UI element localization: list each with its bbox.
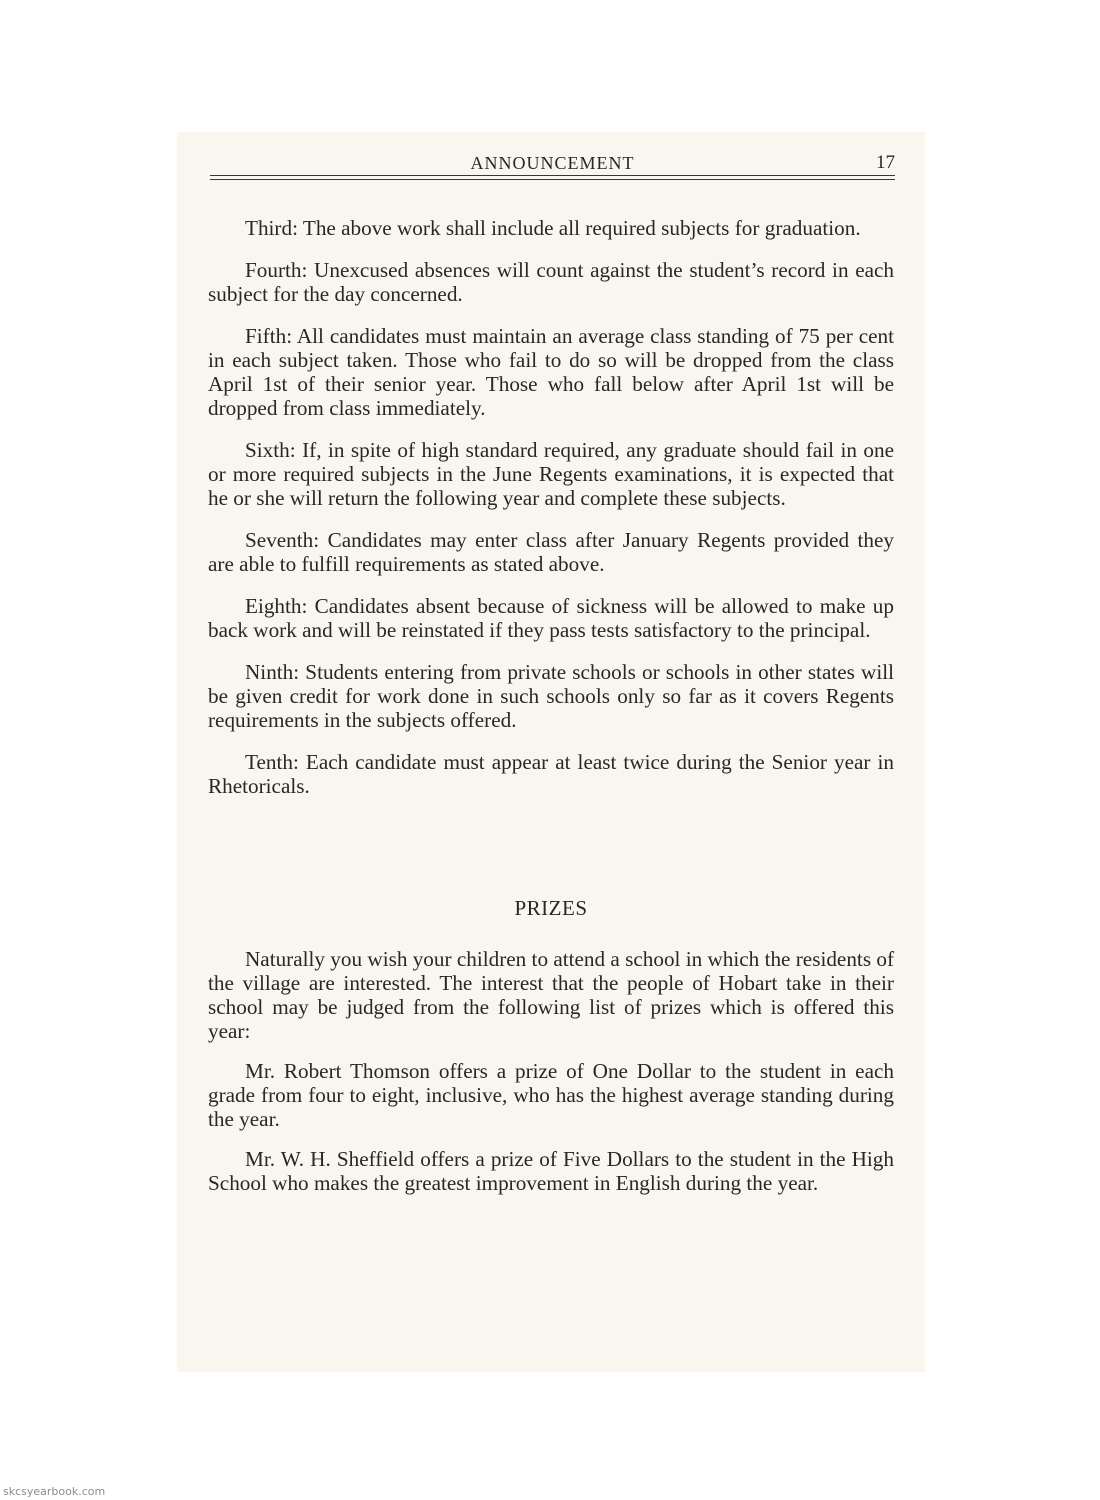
requirement-seventh: Seventh: Candidates may enter class after January Regents provided they are able to fulfill requirements as stated above. — [208, 528, 894, 576]
running-head: ANNOUNCEMENT — [470, 153, 635, 173]
watermark-text: skcsyearbook.com — [3, 1485, 106, 1498]
header-rule-top — [210, 175, 895, 176]
prize-thomson: Mr. Robert Thomson offers a prize of One Dollar to the student in each grade from four to eight, inclusive, who has the highest average standing during the year. — [208, 1059, 894, 1131]
page-header — [210, 152, 895, 180]
requirement-tenth: Tenth: Each candidate must appear at least twice during the Senior year in Rhetoricals. — [208, 750, 894, 798]
prizes-heading: PRIZES — [514, 896, 588, 920]
page-body — [208, 216, 894, 1195]
requirement-fourth: Fourth: Unexcused absences will count against the student’s record in each subject for the day concerned. — [208, 258, 894, 306]
prizes-intro: Naturally you wish your children to attend a school in which the residents of the village are interested. The interest that the people of Hobart take in their school may be judged from the following list of prizes which is offered this year: — [208, 947, 895, 1043]
page-number: 17 — [876, 152, 895, 173]
requirement-eighth: Eighth: Candidates absent because of sickness will be allowed to make up back work and will be reinstated if they pass tests satisfactory to the principal. — [208, 594, 894, 642]
requirement-fifth: Fifth: All candidates must maintain an average class standing of 75 per cent in each subject taken. Those who fail to do so will be dropped from the class April 1st of their senior year. Those who fall below after April 1st will be dropped from class immediately. — [208, 324, 894, 420]
header-rule-bottom — [210, 179, 895, 180]
requirement-third: Third: The above work shall include all required subjects for graduation. — [245, 216, 861, 240]
requirement-sixth: Sixth: If, in spite of high standard required, any graduate should fail in one or more required subjects in the June Regents examinations, it is expected that he or she will return the following year and complete these subjects. — [208, 438, 894, 510]
prize-sheffield: Mr. W. H. Sheffield offers a prize of Five Dollars to the student in the High School who makes the greatest improvement in English during the year. — [208, 1147, 894, 1195]
requirement-ninth: Ninth: Students entering from private schools or schools in other states will be given credit for work done in such schools only so far as it covers Regents requirements in the subjects offered. — [208, 660, 894, 732]
